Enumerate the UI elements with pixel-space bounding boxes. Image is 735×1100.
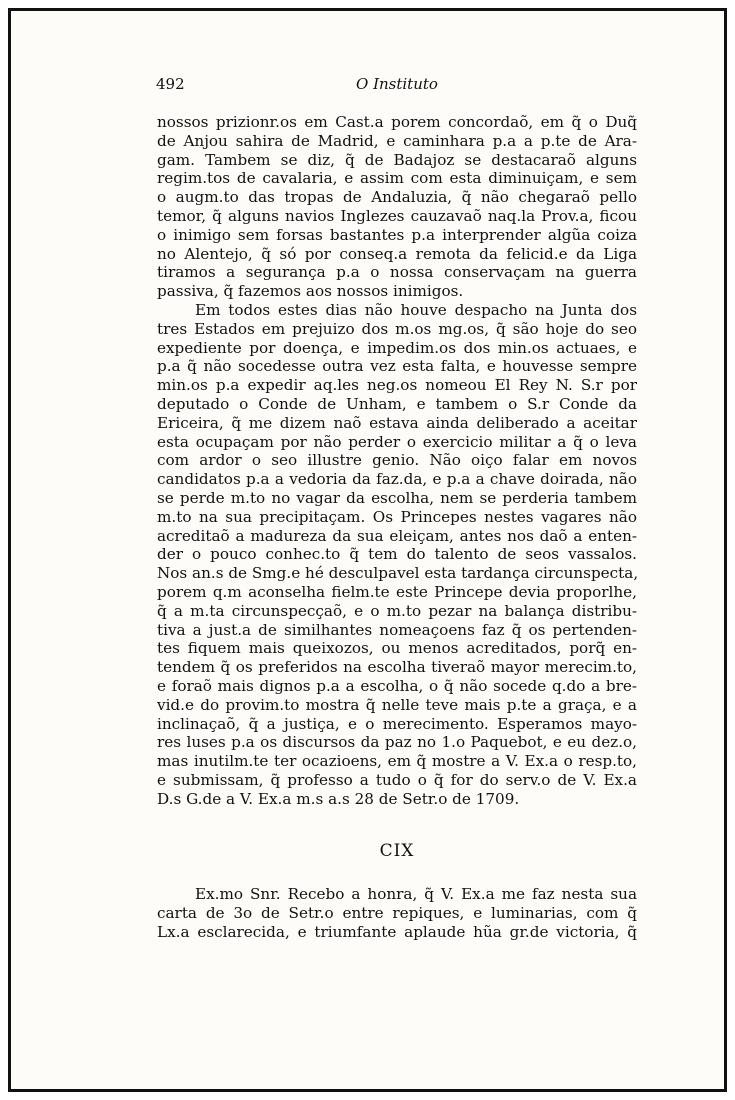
text-line: tes fiquem mais queixozos, ou menos acreditados, porq̃ en- [157,639,637,658]
letter-cviii-text [157,113,637,808]
text-line: o augm.to das tropas de Andaluzia, q̃ não chegaraõ pello [157,188,637,207]
text-line: regim.tos de cavalaria, e assim com esta diminuiçam, e sem [157,169,637,188]
text-line: q̃ a m.ta circunspecçaõ, e o m.to pezar na balança distribu- [157,601,637,620]
text-line: Lx.a esclarecida, e triumfante aplaude hũa gr.de victoria, q̃ [157,922,637,941]
text-line: min.os p.a expedir aq.les neg.os nomeou El Rey N. S.r por [157,376,637,395]
text-line: vid.e do provim.to mostra q̃ nelle teve mais p.te a graça, e a [157,695,637,714]
text-line: deputado o Conde de Unham, e tambem o S.r Conde da [157,394,637,413]
text-line: no Alentejo, q̃ só por conseq.a remota da felicid.e da Liga [157,244,637,263]
page-frame [8,8,727,1092]
text-line: se perde m.to no vagar da escolha, nem se perderia tambem [157,488,637,507]
text-line: Em todos estes dias não houve despacho na Junta dos [195,300,637,319]
text-line: e submissam, q̃ professo a tudo o q̃ for do serv.o de V. Ex.a [157,770,637,789]
page-header [156,75,611,101]
text-line: de Anjou sahira de Madrid, e caminhara p.a a p.te de Ara- [157,131,637,150]
text-line: e foraõ mais dignos p.a a escolha, o q̃ não socede q.do a bre- [157,676,637,695]
text-line: candidatos p.a a vedoria da faz.da, e p.a a chave doirada, não [157,470,637,489]
text-line: esta ocupaçam por não perder o exercicio militar a q̃ o leva [157,432,637,451]
section-heading: CIX [379,841,415,862]
text-line: tendem q̃ os preferidos na escolha tiveraõ mayor merecim.to, [157,658,637,677]
text-line: inclinaçaõ, q̃ a justiça, e o merecimento. Esperamos mayo- [157,714,637,733]
text-line: Ericeira, q̃ me dizem naõ estava ainda deliberado a aceitar [157,413,637,432]
text-line: der o pouco conhec.to q̃ tem do talento de seos vassalos. [157,545,637,564]
text-line: tiramos a segurança p.a o nossa conservaçam na guerra [157,263,637,282]
text-line: D.s G.de a V. Ex.a m.s a.s 28 de Setr.o de 1709. [157,789,520,808]
text-line: Ex.mo Snr. Recebo a honra, q̃ V. Ex.a me faz nesta sua [195,885,637,904]
letter-cix-text [157,885,637,941]
text-line: p.a q̃ não socedesse outra vez esta falta, e houvesse sempre [157,357,637,376]
text-line: m.to na sua precipitaçam. Os Princepes nestes vagares não [157,507,637,526]
text-line: nossos prizionr.os em Cast.a porem concordaõ, em q̃ o Duq̃ [157,113,637,131]
body-text [157,113,637,942]
text-line: porem q.m aconselha fielm.te este Princepe devia proporlhe, [157,582,637,601]
text-line: acreditaõ a madureza da sua eleiçam, antes nos daõ a enten- [157,526,637,545]
text-line: carta de 3o de Setr.o entre repiques, e luminarias, com q̃ [157,904,637,923]
text-line: gam. Tambem se diz, q̃ de Badajoz se destacaraõ alguns [157,150,637,169]
text-line: tres Estados em prejuizo dos m.os mg.os, q̃ são hoje do seo [157,319,637,338]
text-line: passiva, q̃ fazemos aos nossos inimigos. [157,282,464,301]
text-line: com ardor o seo illustre genio. Não oiço falar em novos [157,451,637,470]
running-title: O Instituto [356,75,438,93]
text-line: Nos an.s de Smg.e hé desculpavel esta tardança circunspecta, [157,564,639,583]
text-line: mas inutilm.te ter ocazioens, em q̃ mostre a V. Ex.a o resp.to, [157,752,637,771]
text-line: res luses p.a os discursos da paz no 1.o Paquebot, e eu dez.o, [157,733,637,752]
text-line: temor, q̃ alguns navios Inglezes cauzavaõ naq.la Prov.a, ficou [157,206,637,225]
text-line: o inimigo sem forsas bastantes p.a interprender algũa coiza [157,225,637,244]
text-line: expediente por doença, e impedim.os dos min.os actuaes, e [157,338,637,357]
text-line: tiva a just.a de similhantes nomeaçoens faz q̃ os pertenden- [157,620,637,639]
page-number: 492 [156,75,185,93]
